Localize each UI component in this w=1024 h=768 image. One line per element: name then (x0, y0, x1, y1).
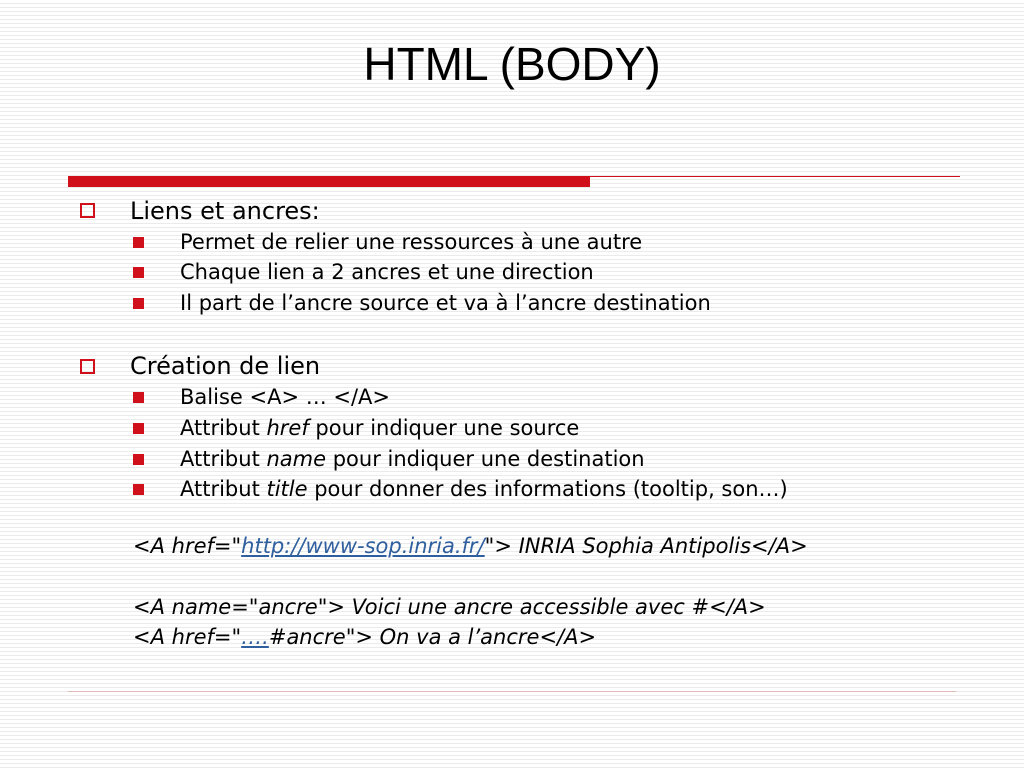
section-heading-link-creation: Création de lien (130, 352, 321, 380)
code-text: <A href=" (133, 534, 242, 558)
ellipsis-link[interactable]: …. (241, 625, 269, 649)
slide-title: HTML (BODY) (363, 38, 661, 90)
bullet-item (180, 445, 645, 473)
bullet-item: Balise <A> … </A> (180, 385, 391, 409)
square-bullet-icon (133, 484, 144, 495)
bullet-suffix: pour indiquer une destination (326, 447, 645, 471)
square-bullet-icon (133, 423, 144, 434)
bullet-item: Permet de relier une ressources à une autre (180, 230, 643, 254)
square-bullet-icon (133, 237, 144, 248)
footer-divider (68, 691, 956, 692)
bullet-item (180, 414, 579, 442)
attribute-term: href (266, 416, 309, 440)
section-heading-links: Liens et ancres: (130, 197, 320, 225)
hollow-square-bullet-icon (80, 203, 95, 218)
hollow-square-bullet-icon (80, 359, 95, 374)
code-text: <A href=" (133, 625, 242, 649)
code-text: #ancre"> On va a l’ancre</A> (268, 625, 597, 649)
bullet-prefix: Attribut (180, 416, 267, 440)
inria-link[interactable]: http://www-sop.inria.fr/ (241, 534, 485, 558)
bullet-item: Chaque lien a 2 ancres et une direction (180, 260, 594, 284)
code-example-anchor-ref (133, 623, 596, 651)
bullet-suffix: pour donner des informations (tooltip, son…) (307, 477, 788, 501)
bullet-item (180, 475, 788, 503)
bullet-item: Il part de l’ancre source et va à l’ancre destination (180, 291, 711, 315)
code-text: "> INRIA Sophia Antipolis</A> (484, 534, 808, 558)
code-example-href (133, 532, 808, 560)
attribute-term: name (266, 447, 327, 471)
bullet-prefix: Attribut (180, 477, 267, 501)
square-bullet-icon (133, 267, 144, 278)
square-bullet-icon (133, 298, 144, 309)
bullet-prefix: Attribut (180, 447, 267, 471)
attribute-term: title (266, 477, 308, 501)
square-bullet-icon (133, 392, 144, 403)
square-bullet-icon (133, 454, 144, 465)
code-example-name: <A name="ancre"> Voici une ancre accessible avec #</A> (133, 595, 766, 619)
bullet-suffix: pour indiquer une source (308, 416, 580, 440)
